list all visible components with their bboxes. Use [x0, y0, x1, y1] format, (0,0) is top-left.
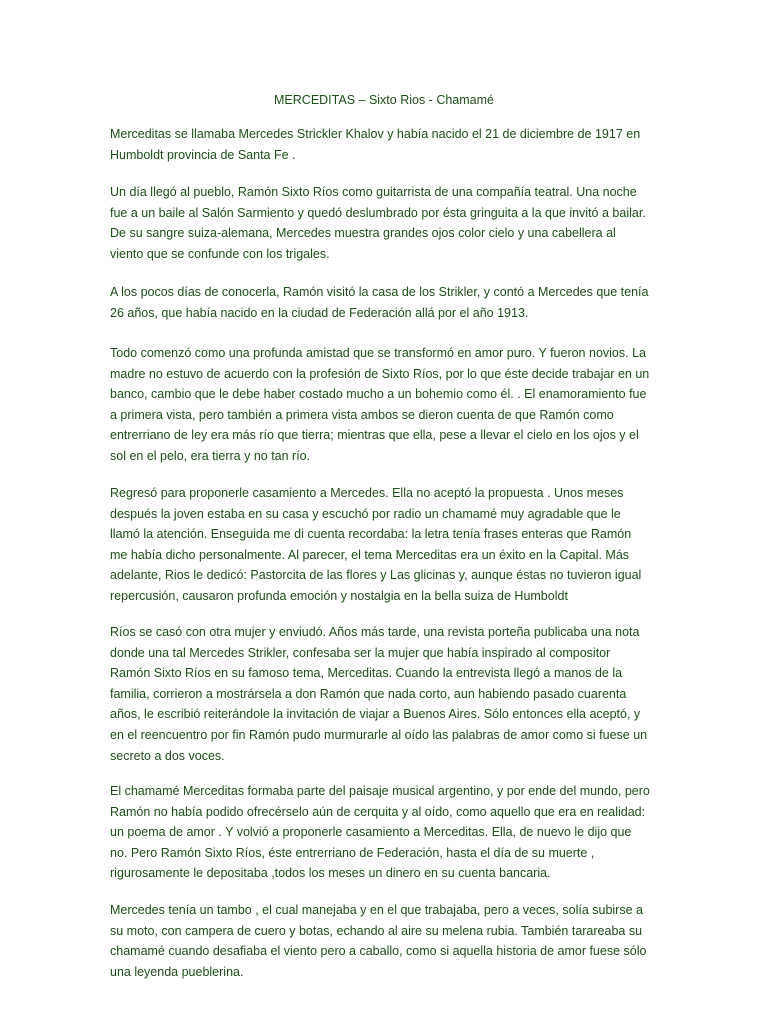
paragraph-meeting: Un día llegó al pueblo, Ramón Sixto Ríos como guitarrista de una compañía teatral. Una noche fue a un baile al Salón Sarmiento y quedó deslumbrado por ésta gringuita a la que invitó a bailar. De su sangre suiza-alemana, Mercedes muestra grandes ojos color cielo y una cabellera al viento que se confunde con los trigales.: [110, 185, 646, 261]
paragraph-romance: Todo comenzó como una profunda amistad que se transformó en amor puro. Y fueron novios. La madre no estuvo de acuerdo con la profesión de Sixto Ríos, por lo que éste decide trabajar en un banco, cambio que le debe haber costado mucho a un bohemio como él. . El enamoramiento fue a primera vista, pero también a primera vista ambos se dieron cuenta de que Ramón como entrerriano de ley era más río que tierra; mientras que ella, pese a llevar el cielo en los ojos y el sol en el pelo, era tierra y no tan río.: [110, 346, 650, 463]
paragraph-proposal: Regresó para proponerle casamiento a Mercedes. Ella no aceptó la propuesta . Unos meses después la joven estaba en su casa y escuchó por radio un chamamé muy agradable que le llamó la atención. Enseguida me di cuenta recordaba: la letra tenía frases enteras que Ramón me había dicho personalmente. Al parecer, el tema Merceditas era un éxito en la Capital. Más adelante, Rios le dedicó: Pastorcita de las flores y Las glicinas y, aunque éstas no tuvieron igual repercusión, causaron profunda emoción y nostalgia en la bella suiza de Humboldt: [110, 486, 642, 603]
document-title: MERCEDITAS – Sixto Rios - Chamamé: [274, 93, 494, 107]
paragraph-second-proposal: El chamamé Merceditas formaba parte del paisaje musical argentino, y por ende del mundo, pero Ramón no había podido ofrecérselo aún de cerquita y al oído, como aquello que era en realidad: un poema de amor . Y volvió a proponerle casamiento a Merceditas. Ella, de nuevo le dijo que no. Pero Ramón Sixto Ríos, éste entrerriano de Federación, hasta el día de su muerte , rigurosamente le depositaba ,todos los meses un dinero en su cuenta bancaria.: [110, 784, 650, 881]
paragraph-reencounter: Ríos se casó con otra mujer y enviudó. Años más tarde, una revista porteña publicaba una nota donde una tal Mercedes Strikler, confesaba ser la mujer que había inspirado al compositor Ramón Sixto Ríos en su famoso tema, Merceditas. Cuando la entrevista llegó a manos de la familia, corrieron a mostrársela a don Ramón que nada corto, aun habiendo pasado cuarenta años, le escribió reiterándole la invitación de viajar a Buenos Aires. Sólo entonces ella aceptó, y en el reencuentro por fin Ramón pudo murmurarle al oído las palabras de amor como si fuese un secreto a dos voces.: [110, 625, 648, 763]
paragraph-epilogue: Mercedes tenía un tambo , el cual manejaba y en el que trabajaba, pero a veces, solía subirse a su moto, con campera de cuero y botas, echando al aire su melena rubia. También tarareaba su chamamé cuando desafiaba el viento pero a caballo, como si aquella historia de amor fuese sólo una leyenda pueblerina.: [110, 903, 647, 979]
paragraph-birth: Merceditas se llamaba Mercedes Strickler Khalov y había nacido el 21 de diciembre de 1917 en Humboldt provincia de Santa Fe .: [110, 127, 641, 162]
paragraph-visit: A los pocos días de conocerla, Ramón visitó la casa de los Strikler, y contó a Mercedes que tenía 26 años, que había nacido en la ciudad de Federación allá por el año 1913.: [110, 285, 649, 320]
